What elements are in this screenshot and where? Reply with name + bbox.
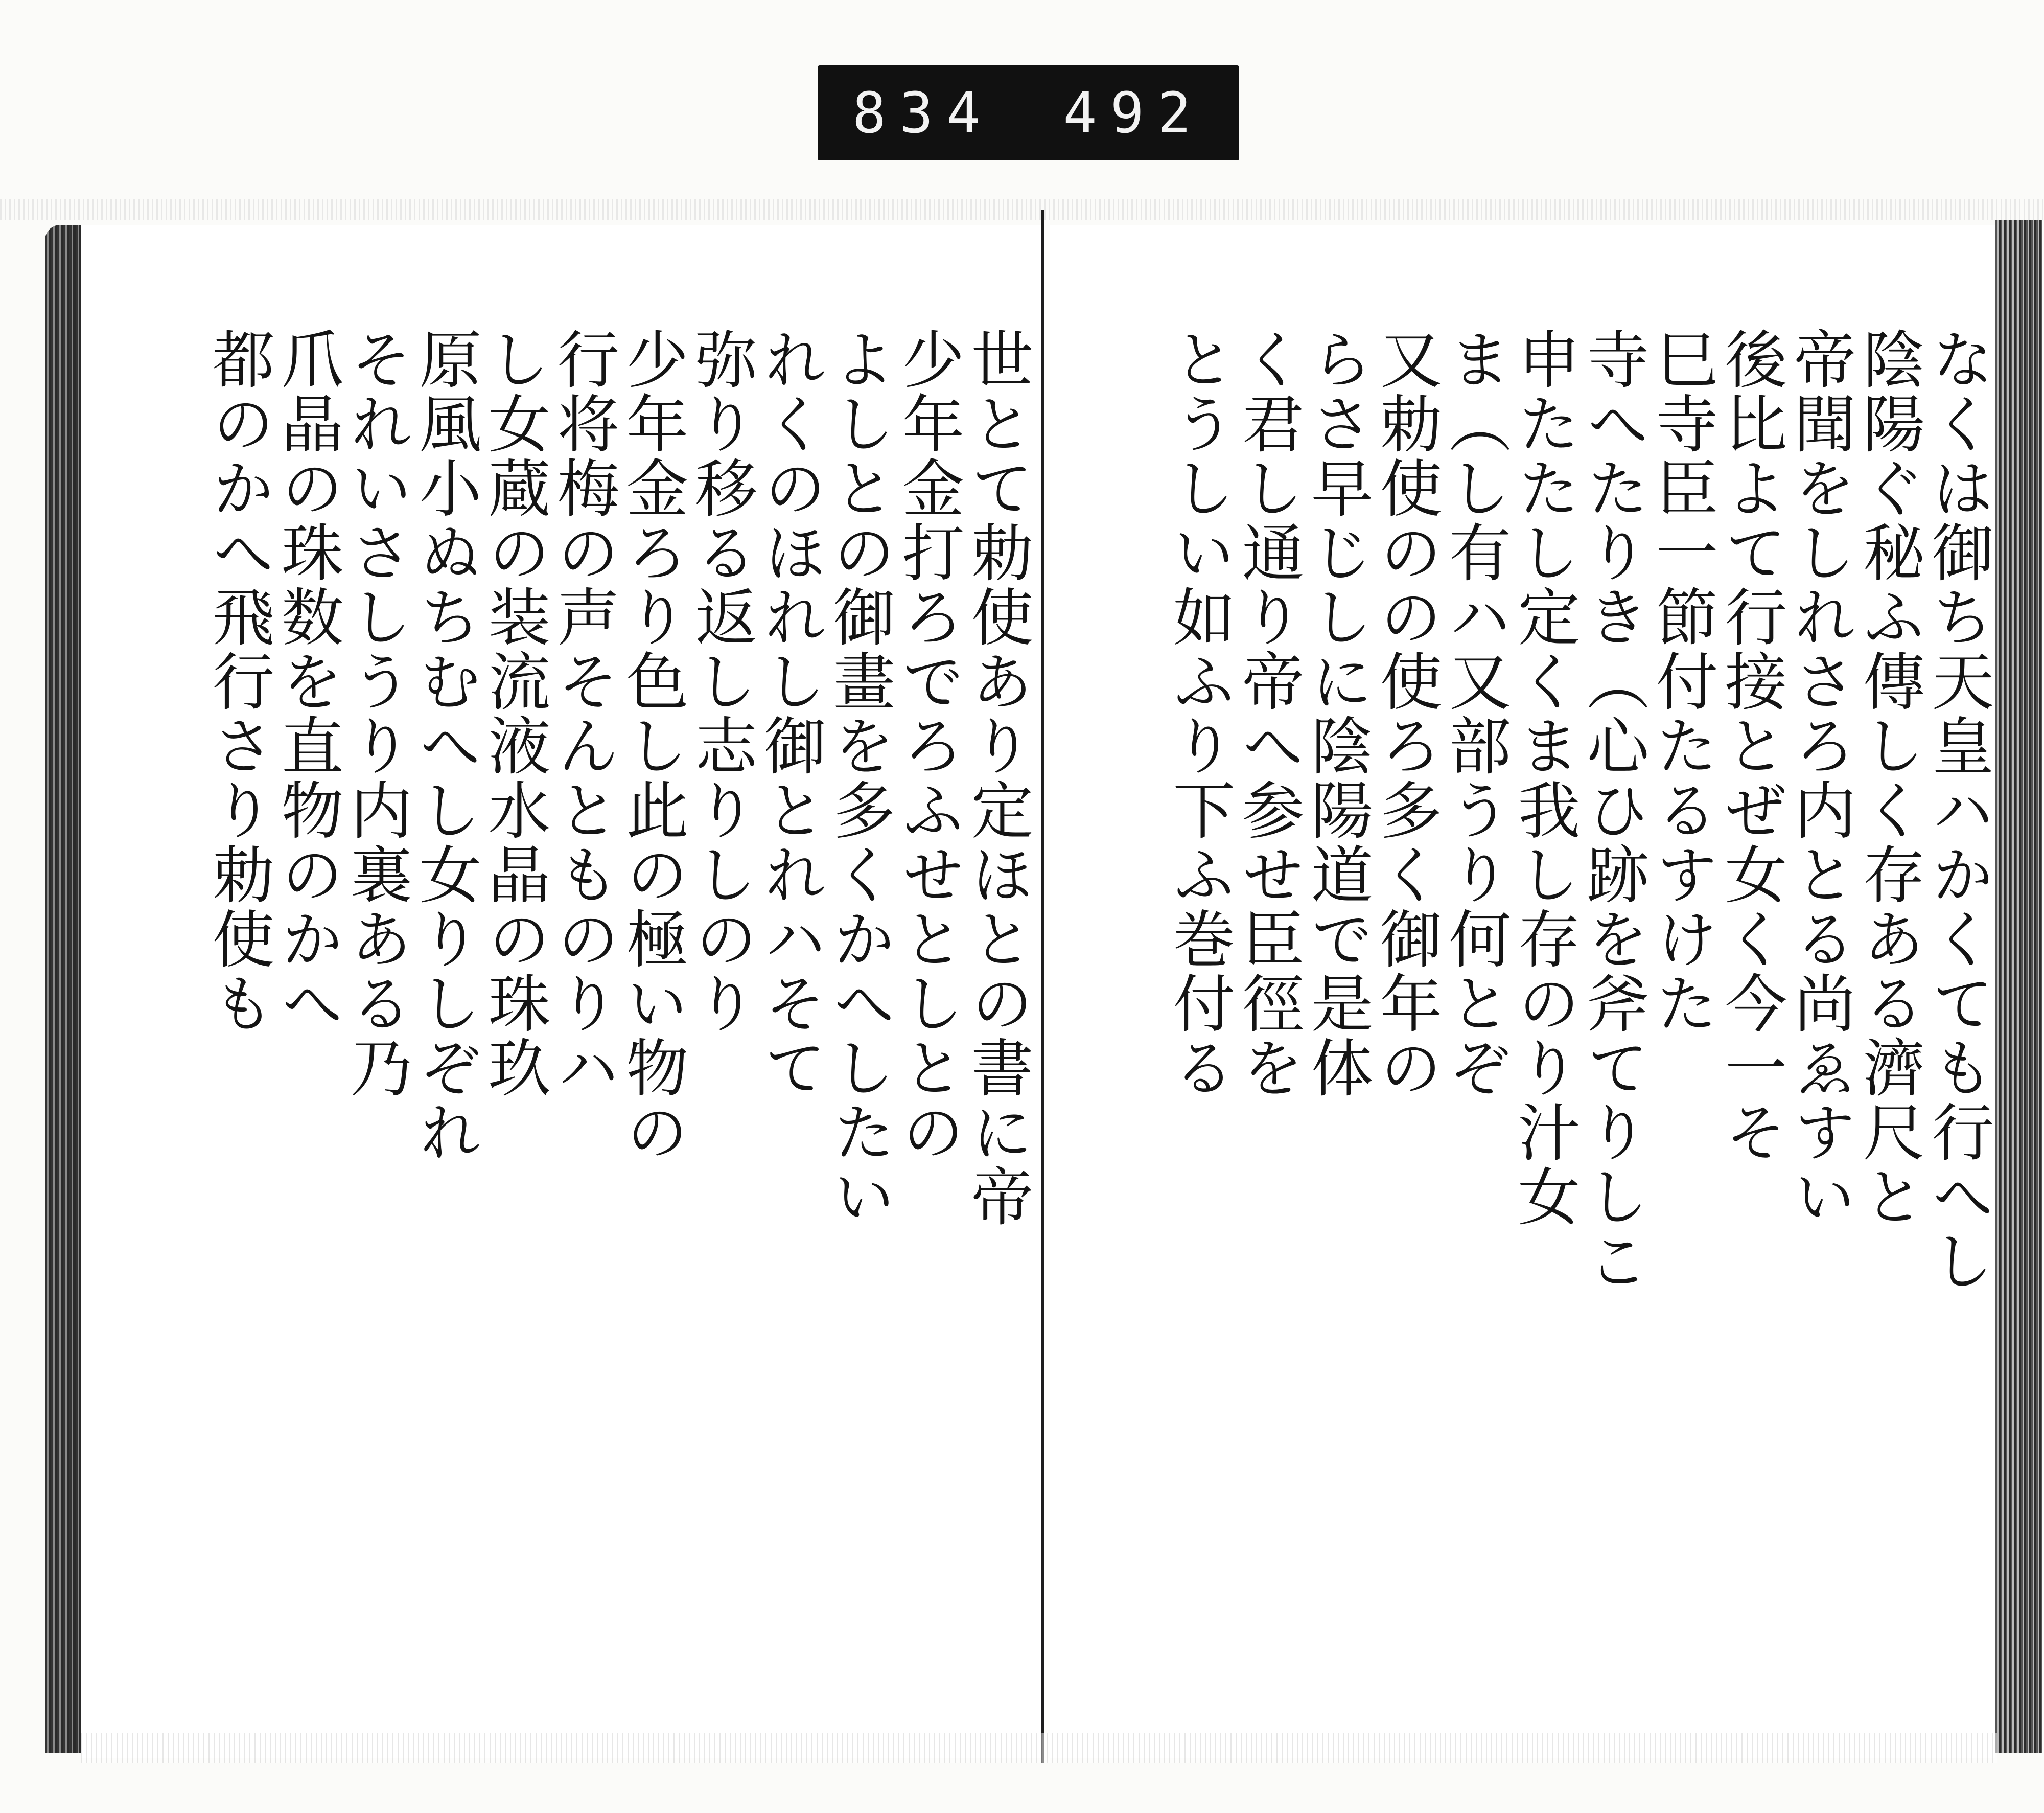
- right-page-column-6: 寺へたりき（心ひ跡を斧てりしこ: [1576, 327, 1649, 1293]
- right-page-column-1: なくは御ち天皇ハかくても行へし: [1921, 327, 1994, 1293]
- left-page-column-3: よしとの御畫を多くかへしたい: [823, 327, 895, 1229]
- book-gutter: [1041, 210, 1044, 1763]
- left-page-column-2: 少年金打ろでろふせとしとの: [892, 327, 964, 1164]
- left-page-column-5: 弥り移る返し志りしのり: [685, 327, 757, 1036]
- left-page-column-11: 爪晶の珠数を直物のかへ: [271, 327, 343, 1036]
- book-left-edge: [45, 225, 81, 1753]
- right-page-column-3: 帝聞をしれさろ内とる尚ゑすい: [1783, 327, 1856, 1229]
- left-page-column-1: 世とて勅使あり定ほとの書に帝: [961, 327, 1033, 1229]
- right-page-column-11: く君し通り帝へ参せ臣徑を: [1232, 327, 1304, 1100]
- left-page-column-10: それいさしうり内裏ある乃: [340, 327, 412, 1100]
- left-page-column-4: れくのほれし御とれハそて: [754, 327, 826, 1100]
- right-page-column-2: 陰陽ぐ秘ふ傳しく存ある濟尺と: [1852, 327, 1925, 1229]
- left-page-column-9: 原風小ぬちむへし女りしぞれ: [409, 327, 481, 1164]
- frame-number-label: [818, 65, 1239, 160]
- right-page-column-4: 後比よて行接とぜ女く今一そ: [1714, 327, 1787, 1164]
- left-page-column-12: 都のかへ飛行さり勅使も: [202, 327, 274, 1036]
- left-page-column-6: 少年金ろり色し此の極い物の: [616, 327, 688, 1164]
- left-page-column-7: 行将梅の声そんとものりハ: [547, 327, 619, 1100]
- right-page-column-7: 申たたし定くま我し存のり汁女: [1507, 327, 1580, 1229]
- frame-number-right: 492: [1063, 80, 1205, 146]
- page-top-noise: [0, 199, 2044, 220]
- left-page-column-8: し女蔵の装流液水晶の珠玖: [478, 327, 550, 1100]
- frame-number-left: 834: [852, 80, 994, 146]
- right-page-column-5: 巳寺臣一節付たるすけた: [1645, 327, 1718, 1036]
- right-page-column-9: 又勅使のの使ろ多く御年の: [1369, 327, 1442, 1100]
- book-right-edge: [1995, 220, 2042, 1753]
- right-page-column-10: らさ早じしに陰陽道で是体: [1300, 327, 1373, 1100]
- right-page-column-12: とうしい如ふり下ふ巻付る: [1163, 327, 1235, 1100]
- right-page-column-8: ま（し有ハ又部うり何とぞ: [1438, 327, 1511, 1100]
